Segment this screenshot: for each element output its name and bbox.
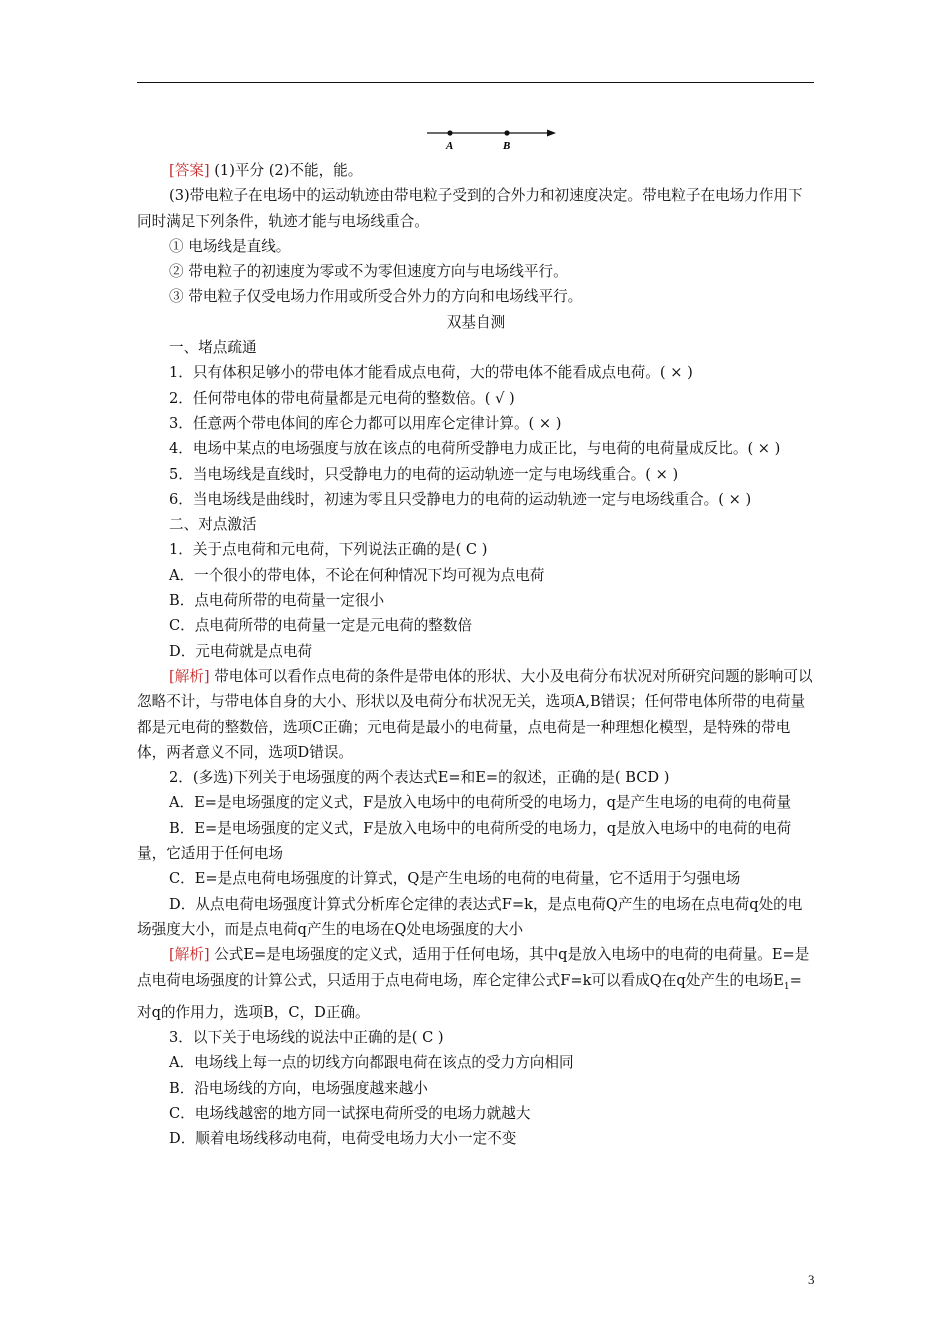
q1-analysis xyxy=(137,664,815,765)
condition-1: ① 电场线是直线。 xyxy=(169,237,291,255)
q2-analysis-text-a: 公式E=是电场强度的定义式，适用于任何电场，其中q是放入电场中的电荷的电荷量。E=是点电荷电场强度的计算公式，只适用于点电荷电场，库仑定律公式F=k可以看成Q在q处产生的电场E xyxy=(137,946,810,989)
q2-option-a: A．E=是电场强度的定义式，F是放入电场中的电荷所受的电场力，q是产生电场的电荷的电荷量 xyxy=(169,794,792,812)
q2-option-c: C．E=是点电荷电场强度的计算式，Q是产生电场的电荷的电荷量，它不适用于匀强电场 xyxy=(169,870,741,888)
judge-item-6: 6．当电场线是曲线时，初速为零且只受静电力的电荷的运动轨迹一定与电场线重合。( × ) xyxy=(169,490,752,508)
q1-option-b: B．点电荷所带的电荷量一定很小 xyxy=(169,592,385,610)
analysis-tag: [解析] xyxy=(169,946,210,964)
judge-item-1: 1．只有体积足够小的带电体才能看成点电荷，大的带电体不能看成点电荷。( × ) xyxy=(169,364,693,382)
q3-option-c: C．电场线越密的地方同一试探电荷所受的电场力就越大 xyxy=(169,1104,531,1122)
part1-heading: 一、堵点疏通 xyxy=(169,339,257,357)
q2-stem: 2．(多选)下列关于电场强度的两个表达式E=和E=的叙述，正确的是( BCD ) xyxy=(169,769,670,787)
q1-stem: 1．关于点电荷和元电荷，下列说法正确的是( C ) xyxy=(169,541,488,559)
section-title: 双基自测 xyxy=(446,313,506,331)
header-rule xyxy=(137,82,814,83)
judge-item-3: 3．任意两个带电体间的库仑力都可以用库仑定律计算。( × ) xyxy=(169,414,562,432)
q2-analysis-subscript: 1 xyxy=(783,981,790,992)
analysis-tag: [解析] xyxy=(169,667,210,685)
page-content xyxy=(137,158,815,1151)
q2-option-b: B．E=是电场强度的定义式，F是放入电场中的电荷所受的电场力，q是放入电场中的电荷的电荷量，它适用于任何电场 xyxy=(137,819,792,863)
label-a: A xyxy=(446,140,454,152)
condition-3: ③ 带电粒子仅受电场力作用或所受合外力的方向和电场线平行。 xyxy=(169,288,583,306)
part2-heading: 二、对点激活 xyxy=(169,516,257,534)
point-a xyxy=(447,130,452,135)
q2-analysis xyxy=(137,942,815,1025)
answer-tag: [答案] xyxy=(169,162,210,179)
q1-option-a: A．一个很小的带电体，不论在何种情况下均可视为点电荷 xyxy=(169,566,545,584)
q3-stem: 3．以下关于电场线的说法中正确的是( C ) xyxy=(169,1029,444,1046)
field-line-figure xyxy=(425,124,560,154)
judge-item-2: 2．任何带电体的带电荷量都是元电荷的整数倍。( √ ) xyxy=(169,389,515,407)
q1-analysis-text: 带电体可以看作点电荷的条件是带电体的形状、大小及电荷分布状况对所研究问题的影响可以忽略不计，与带电体自身的大小、形状以及电荷分布状况无关，选项A,B错误；任何带电体所带的电荷量都是元电荷的整数倍，选项C正确；元电荷是最小的电荷量，点电荷是一种理想化模型，是特殊的带电体，两者意义不同，选项D错误。 xyxy=(137,667,813,761)
answer-paragraph: (3)带电粒子在电场中的运动轨迹由带电粒子受到的合外力和初速度决定。带电粒子在电场力作用下同时满足下列条件，轨迹才能与电场线重合。 xyxy=(137,187,803,230)
arrow-head-icon xyxy=(547,130,556,137)
point-b xyxy=(504,130,509,135)
label-b: B xyxy=(503,140,511,152)
q2-analysis-text-b: =对q的作用力，选项B，C，D正确。 xyxy=(137,971,802,1021)
page-number: 3 xyxy=(808,1272,815,1287)
q3-option-b: B．沿电场线的方向，电场强度越来越小 xyxy=(169,1079,428,1097)
q2-option-d: D．从点电荷电场强度计算式分析库仑定律的表达式F=k，是点电荷Q产生的电场在点电荷q处的电场强度大小，而是点电荷q产生的电场在Q处电场强度的大小 xyxy=(137,895,803,938)
q1-option-c: C．点电荷所带的电荷量一定是元电荷的整数倍 xyxy=(169,617,473,635)
judge-item-5: 5．当电场线是直线时，只受静电力的电荷的运动轨迹一定与电场线重合。( × ) xyxy=(169,465,679,483)
answer-text: (1)平分 (2)不能，能。 xyxy=(209,162,363,179)
q1-option-d: D．元电荷就是点电荷 xyxy=(169,642,313,660)
condition-2: ② 带电粒子的初速度为零或不为零但速度方向与电场线平行。 xyxy=(169,263,568,281)
q3-option-d: D．顺着电场线移动电荷，电荷受电场力大小一定不变 xyxy=(169,1130,517,1148)
judge-item-4: 4．电场中某点的电场强度与放在该点的电荷所受静电力成正比，与电荷的电荷量成反比。( × ) xyxy=(169,440,781,458)
answer-line xyxy=(137,158,815,183)
q3-option-a: A．电场线上每一点的切线方向都跟电荷在该点的受力方向相同 xyxy=(169,1054,574,1072)
